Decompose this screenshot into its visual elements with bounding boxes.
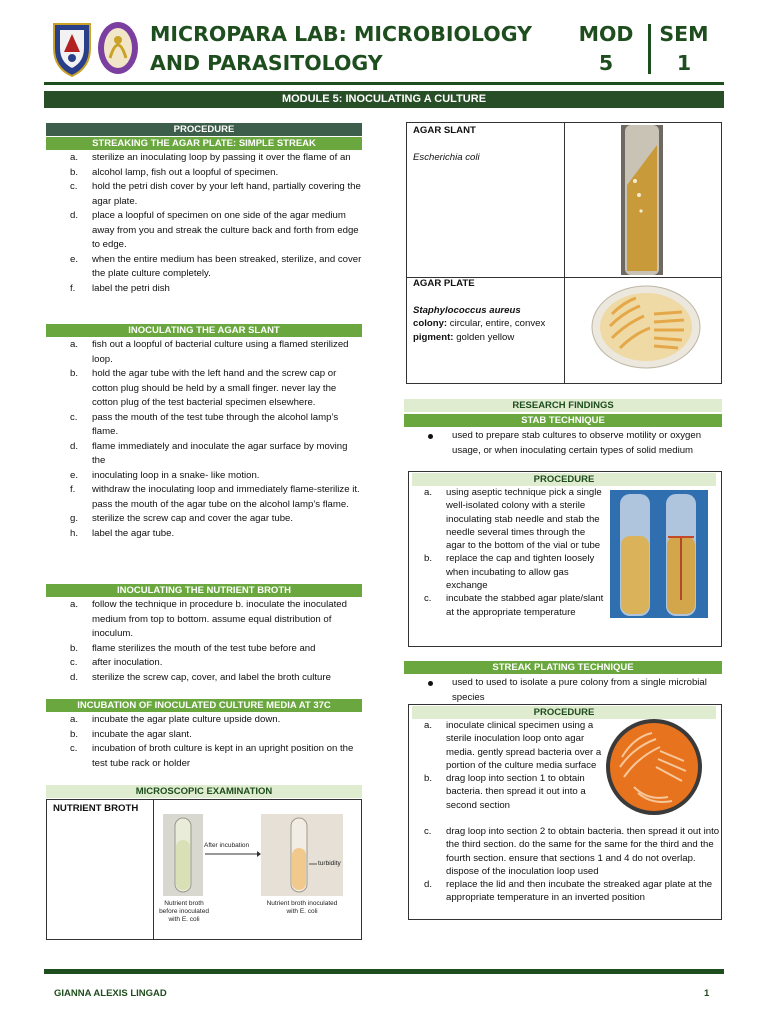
page-number: 1 — [704, 988, 710, 999]
agar-slant-label: AGAR SLANT — [413, 125, 476, 136]
streak-plate-image — [604, 717, 704, 817]
list-item — [46, 151, 362, 166]
semester-indicator — [654, 20, 714, 78]
list-text: inoculate clinical specimen using a sterile inoculation loop onto agar media. gently spread bacteria over a portion of the culture media surface — [446, 720, 602, 771]
procedure-header: PROCEDURE — [46, 123, 362, 136]
list-text: sterilize the screw cap and cover the agar tube. — [92, 513, 294, 524]
list-text: place a loopful of specimen on one side of the agar medium away from you and streak the culture back and forth from edge to edge. — [92, 210, 359, 250]
incubation-list — [46, 713, 362, 771]
list-marker: a. — [70, 339, 79, 350]
turbidity-label: turbidity — [318, 860, 341, 867]
list-item — [46, 656, 362, 671]
list-item — [46, 282, 362, 297]
stab-bullet-list — [404, 429, 722, 458]
list-item — [408, 878, 720, 905]
mod-value: 5 — [598, 51, 614, 75]
list-text: using aseptic technique pick a single well-isolated colony with a sterile inoculating stab needle and stab the needle several times through the agar to the bottom of the vial or tube — [446, 487, 602, 552]
nutrient-broth-label: NUTRIENT BROTH — [53, 803, 139, 814]
list-marker: b. — [424, 553, 433, 565]
header-divider — [648, 24, 651, 74]
footer-rule — [44, 969, 724, 974]
list-marker: b. — [70, 642, 79, 654]
streak-list — [46, 151, 362, 296]
list-marker: h. — [70, 527, 79, 539]
slant-list — [46, 338, 362, 541]
list-text: replace the lid and then incubate the streaked agar plate at the appropriate temperature in an inverted position — [446, 879, 713, 904]
module-banner: MODULE 5: INOCULATING A CULTURE — [44, 91, 724, 108]
list-marker: f. — [70, 484, 76, 495]
colony-label: colony: — [413, 318, 448, 329]
nutrient-broth-label-cell — [46, 799, 154, 940]
list-item — [408, 772, 606, 812]
list-item — [46, 728, 362, 743]
agar-plate-label: AGAR PLATE — [413, 278, 475, 289]
agar-plate-organism: Staphylococcus aureus — [413, 304, 521, 316]
list-text: label the petri dish — [92, 282, 170, 294]
list-text: incubate the agar slant. — [92, 728, 192, 740]
stab-procedure-header: PROCEDURE — [412, 473, 716, 486]
list-marker: d. — [424, 879, 433, 891]
agar-plate-image — [590, 284, 702, 370]
list-marker: a. — [70, 714, 79, 725]
microscopic-section-title: MICROSCOPIC EXAMINATION — [46, 785, 362, 798]
list-item — [46, 642, 362, 657]
pigment-value: golden yellow — [456, 331, 515, 343]
streak-procedure-list-bottom — [408, 825, 720, 905]
list-text: incubate the stabbed agar plate/slant at the appropriate temperature — [446, 593, 604, 618]
list-text: label the agar tube. — [92, 527, 175, 539]
list-marker: b. — [70, 368, 79, 379]
list-marker: c. — [70, 743, 78, 754]
agar-slant-image — [621, 125, 663, 275]
list-marker: b. — [70, 728, 79, 740]
list-marker: e. — [70, 469, 79, 481]
list-item — [46, 338, 362, 367]
list-item — [46, 598, 362, 642]
broth-section-title: INOCULATING THE NUTRIENT BROTH — [46, 584, 362, 597]
colony-value: circular, entire, convex — [449, 318, 546, 329]
list-text: fish out a loopful of bacterial culture using a flamed sterilized loop. — [92, 339, 349, 365]
list-marker: b. — [424, 773, 433, 785]
caption-before: Nutrient broth before inoculated with E. coli — [159, 900, 209, 923]
list-marker: a. — [424, 487, 433, 498]
list-text: drag loop into section 2 to obtain bacteria. then spread it out into the third section. do the same for the same for the third and the fourth section. ensure that sections 1 and 4 do not overlap. dispose of the inoculation loop used — [446, 826, 720, 877]
caption-after: Nutrient broth inoculated with E. coli — [266, 900, 338, 915]
bullet-dot — [428, 681, 433, 686]
agar-plate-cell — [413, 277, 563, 344]
list-item — [46, 469, 362, 484]
list-item — [408, 486, 604, 552]
after-incubation-label: After incubation — [204, 842, 250, 849]
list-item — [46, 180, 362, 209]
list-item — [46, 209, 362, 253]
list-text: flame sterilizes the mouth of the test tube before and — [92, 642, 316, 654]
list-text: follow the technique in procedure b. inoculate the inoculated medium from top to bottom. assume equal distribution of inoculum. — [92, 599, 347, 639]
streak-procedure-list-top — [408, 719, 606, 812]
list-text: hold the petri dish cover by your left hand, partially covering the agar plate. — [92, 181, 361, 207]
list-item — [408, 719, 606, 772]
list-item — [46, 411, 362, 440]
list-item — [408, 825, 720, 878]
list-item — [408, 592, 604, 619]
list-marker: c. — [70, 657, 78, 668]
stab-technique-title: STAB TECHNIQUE — [404, 414, 722, 427]
list-text: when the entire medium has been streaked, sterilize, and cover the plate culture completely. — [92, 253, 362, 279]
bullet-text: used to used to isolate a pure colony from a single microbial species — [452, 677, 707, 703]
list-text: incubate the agar plate culture upside down. — [92, 714, 281, 725]
list-text: drag loop into section 1 to obtain bacteria. then spread it out into a second section — [446, 773, 586, 811]
stab-procedure-list — [408, 486, 604, 619]
university-logo — [50, 18, 94, 78]
list-marker: d. — [70, 671, 79, 683]
list-item — [408, 552, 604, 592]
module-indicator — [570, 20, 642, 78]
list-item — [46, 253, 362, 282]
list-marker: b. — [70, 166, 79, 178]
list-marker: d. — [70, 440, 79, 452]
broth-list — [46, 598, 362, 685]
list-text: sterilize an inoculating loop by passing it over the flame of an — [92, 152, 351, 163]
list-item — [46, 512, 362, 527]
list-item — [46, 166, 362, 181]
list-marker: c. — [70, 411, 78, 423]
mod-label: MOD — [578, 22, 634, 46]
list-item — [46, 713, 362, 728]
title-line-1: MICROPARA LAB: MICROBIOLOGY — [150, 22, 532, 46]
streak-procedure-header: PROCEDURE — [412, 706, 716, 719]
page-title — [150, 20, 570, 78]
streak-plating-bullet-list — [404, 676, 738, 705]
list-text: after inoculation. — [92, 657, 163, 668]
list-marker: a. — [70, 152, 79, 163]
slant-section-title: INOCULATING THE AGAR SLANT — [46, 324, 362, 337]
agar-slant-cell — [413, 124, 480, 164]
sem-label: SEM — [659, 22, 709, 46]
list-item — [46, 483, 362, 512]
list-marker: a. — [70, 599, 79, 610]
college-logo — [96, 18, 140, 78]
bullet-dot — [428, 434, 433, 439]
list-marker: e. — [70, 253, 79, 265]
list-text: sterilize the screw cap, cover, and label the broth culture — [92, 671, 331, 683]
author-name: GIANNA ALEXIS LINGAD — [54, 988, 167, 999]
list-marker: c. — [70, 181, 78, 192]
list-text: hold the agar tube with the left hand and the screw cap or cotton plug should be held by a small finger. never lay the cotton plug of the test bacterial specimen elsewhere. — [92, 368, 337, 408]
list-text: incubation of broth culture is kept in an upright position on the test tube rack or holder — [92, 743, 354, 769]
streak-plating-title: STREAK PLATING TECHNIQUE — [404, 661, 722, 674]
pigment-label: pigment: — [413, 331, 454, 343]
bullet-item — [404, 676, 738, 705]
list-marker: c. — [424, 826, 432, 837]
list-marker: g. — [70, 513, 79, 524]
list-text: inoculating loop in a snake- like motion. — [92, 469, 260, 481]
list-item — [46, 527, 362, 542]
list-item — [46, 367, 362, 411]
list-text: pass the mouth of the test tube through the alcohol lamp’s flame. — [92, 411, 339, 437]
list-text: replace the cap and tighten loosely when incubating to allow gas exchange — [446, 553, 595, 592]
sem-value: 1 — [676, 51, 692, 75]
title-line-2: AND PARASITOLOGY — [150, 51, 383, 75]
list-marker: f. — [70, 282, 76, 294]
list-item — [46, 440, 362, 469]
stab-tubes-image — [610, 490, 708, 618]
header-rule — [44, 82, 724, 85]
bullet-text: used to prepare stab cultures to observe motility or oxygen usage, or when inoculating certain types of solid medium — [452, 430, 702, 456]
list-marker: d. — [70, 210, 79, 221]
list-text: flame immediately and inoculate the agar surface by moving the — [92, 440, 348, 466]
list-item — [46, 742, 362, 771]
list-marker: a. — [424, 720, 433, 731]
incubation-section-title: INCUBATION OF INOCULATED CULTURE MEDIA AT 37C — [46, 699, 362, 712]
bullet-item — [404, 429, 722, 458]
list-text: withdraw the inoculating loop and immediately flame-sterilize it. pass the mouth of the agar tube on the alcohol lamp’s flame. — [92, 484, 360, 510]
streak-section-title: STREAKING THE AGAR PLATE: SIMPLE STREAK — [46, 137, 362, 150]
agar-slant-organism: Escherichia coli — [413, 151, 480, 163]
list-item — [46, 671, 362, 686]
research-findings-header: RESEARCH FINDINGS — [404, 399, 722, 412]
list-marker: c. — [424, 593, 432, 605]
list-text: alcohol lamp, fish out a loopful of specimen. — [92, 166, 279, 178]
